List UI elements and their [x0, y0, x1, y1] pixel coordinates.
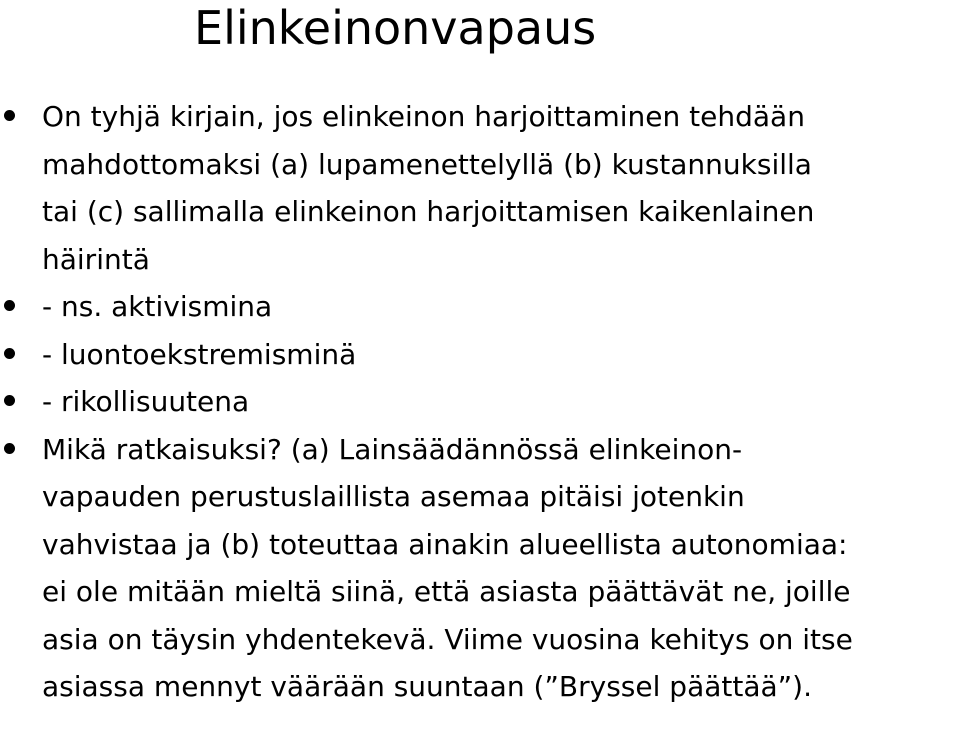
bullet-text-line: - rikollisuutena [42, 385, 250, 418]
bullet-item [0, 426, 960, 711]
bullet-item [0, 378, 960, 426]
bullet-text-line: asia on täysin yhdentekevä. Viime vuosina kehitys on itse [42, 622, 853, 656]
bullet-item [0, 331, 960, 379]
bullet-dot-icon [4, 395, 15, 406]
bullet-text-line: vahvistaa ja (b) toteuttaa ainakin alueellista autonomiaa: [42, 527, 848, 561]
bullet-dot-icon [4, 110, 15, 121]
bullet-text-line: - luontoekstremisminä [42, 337, 357, 371]
bullet-text-line: vapauden perustuslaillista asemaa pitäisi jotenkin [42, 480, 745, 513]
bullet-dot-icon [4, 443, 15, 454]
bullet-dot-icon [4, 300, 15, 311]
bullet-text-line: tai (c) sallimalla elinkeinon harjoittamisen kaikenlainen [42, 195, 815, 228]
bullet-item [0, 283, 960, 331]
bullet-list [0, 93, 960, 711]
bullet-item [0, 93, 960, 283]
bullet-text-line: On tyhjä kirjain, jos elinkeinon harjoittaminen tehdään [42, 100, 805, 133]
bullet-dot-icon [4, 348, 15, 359]
bullet-text-line: mahdottomaksi (a) lupamenettelyllä (b) kustannuksilla [42, 147, 812, 181]
bullet-text-line: Mikä ratkaisuksi? (a) Lainsäädännössä elinkeinon- [42, 432, 743, 466]
bullet-text-line: - ns. aktivismina [42, 290, 273, 323]
bullet-text-line: asiassa mennyt väärään suuntaan (”Bryssel päättää”). [42, 670, 812, 703]
slide-title: Elinkeinonvapaus [194, 1, 597, 55]
bullet-text-line: ei ole mitään mieltä siinä, että asiasta päättävät ne, joille [42, 575, 851, 608]
bullet-text-line: häirintä [42, 242, 150, 276]
